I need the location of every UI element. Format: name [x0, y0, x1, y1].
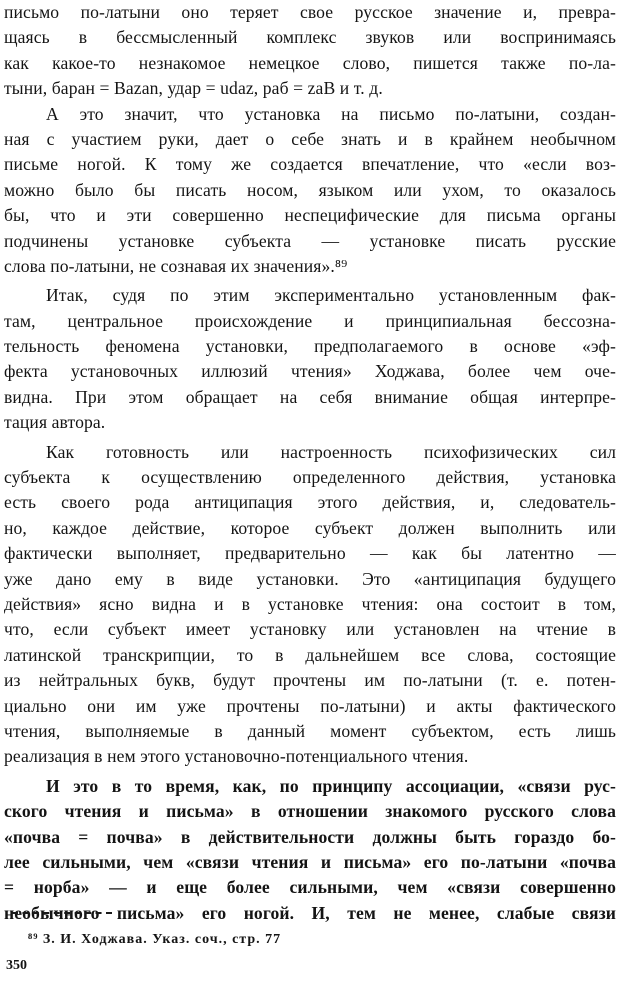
text-line: необычного письма» его ногой. И, тем не менее, слабые связи — [4, 902, 616, 923]
text-line: И это в то время, как, по принципу ассоциации, «связи рус- — [46, 775, 616, 796]
text-line: слова по-латыни, не сознавая их значения».⁸⁹ — [4, 255, 348, 276]
text-line: = норба» — и еще более сильными, чем «связи совершенно — [4, 877, 616, 898]
text-line: щаясь в бессмысленный комплекс звуков или воспринимаясь — [4, 27, 616, 48]
text-line: что, если субъект имеет установку или установлен на чтение в — [4, 619, 616, 640]
text-line: видна. При этом обращает на себя внимание общая интерпре- — [4, 386, 616, 407]
footnote-separator — [12, 912, 112, 914]
text-line: уже дано ему в виде установки. Это «антиципация будущего — [4, 568, 616, 589]
text-line: тация автора. — [4, 412, 106, 433]
text-line: циально они им уже прочтены по-латыни) и акты фактического — [4, 695, 616, 716]
text-line: там, центральное происхождение и принципиальная бессозна- — [4, 310, 616, 331]
text-line: из нейтральных букв, будут прочтены им по-латыни (т. е. потен- — [4, 670, 616, 691]
text-line: есть своего рода антиципация этого действия, и, следователь- — [4, 492, 616, 513]
text-line: лее сильными, чем «связи чтения и письма» его по-латыни «почва — [4, 851, 616, 872]
text-line: латинской транскрипции, то в дальнейшем все слова, состоящие — [4, 644, 616, 665]
footnote: ⁸⁹ З. И. Ходжава. Указ. соч., стр. 77 — [28, 932, 282, 947]
text-line: ского чтения и письма» в отношении знакомого русского слова — [4, 801, 616, 822]
text-line: но, каждое действие, которое субъект должен выполнить или — [4, 517, 616, 538]
text-line: бы, что и эти совершенно неспецифические для письма органы — [4, 205, 616, 226]
text-line: подчинены установке субъекта — установке писать русские — [4, 230, 616, 251]
body-text — [4, 0, 616, 926]
text-line: действия» ясно видна и в установке чтения: она состоит в том, — [4, 593, 616, 614]
text-line: как какое-то незнакомое немецкое слово, пишется также по-ла- — [4, 52, 616, 73]
text-line: фекта установочных иллюзий чтения» Ходжава, более чем оче- — [4, 361, 616, 382]
text-line: «почва = почва» в действительности должны быть гораздо бо- — [4, 826, 616, 847]
text-line: субъекта к осуществлению определенного действия, установка — [4, 467, 616, 488]
bold-paragraph — [4, 774, 616, 926]
text-line: тельность феномена установки, предполагаемого в основе «эф- — [4, 336, 616, 357]
text-line: А это значит, что установка на письмо по-латыни, создан- — [46, 103, 616, 124]
text-line: письмо по-латыни оно теряет свое русское значение и, превра- — [4, 2, 616, 22]
text-line: чтения, выполняемые в данный момент субъектом, есть лишь — [4, 720, 616, 741]
page-number: 350 — [6, 958, 27, 973]
text-line: тыни, баран = Bazan, удар = udaz, раб = zaB и т. д. — [4, 78, 383, 99]
text-line: фактически выполняет, предварительно — как бы латентно — — [4, 543, 616, 564]
text-line: Как готовность или настроенность психофизических сил — [46, 441, 616, 462]
text-line: письме ногой. К тому же создается впечатление, что «если воз- — [4, 154, 616, 175]
text-line: реализация в нем этого установочно-потенциального чтения. — [4, 746, 469, 767]
text-line: ная с участием руки, дает о себе знать и в крайнем необычном — [4, 128, 616, 149]
text-line: можно было бы писать носом, языком или ухом, то оказалось — [4, 179, 616, 200]
text-line: Итак, судя по этим экспериментально установленным фак- — [46, 285, 616, 306]
